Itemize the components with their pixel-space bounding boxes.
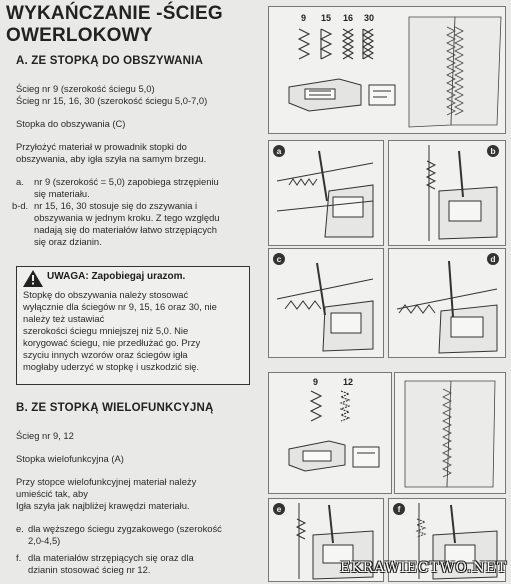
panel-d-label: d (487, 253, 499, 265)
stitch-number-9-b: 9 (313, 377, 319, 387)
item-f-text-1: dla materiałów strzępiących się oraz dla (28, 552, 194, 563)
item-f-label: f. (16, 552, 22, 563)
section-b-instruction-2: umieścić tak, aby (16, 488, 88, 499)
panel-b-label: b (487, 145, 499, 157)
warning-line-5: korygować ściegu, nie przedłużać go. Przy (23, 337, 201, 348)
title-line-1: WYKAŃCZANIE -ŚCIEG (6, 3, 223, 24)
stitch-number-9: 9 (301, 13, 307, 23)
panel-c (268, 248, 384, 358)
warning-line-2: wyłącznie dla ściegów nr 9, 15, 16 oraz 30, nie (23, 301, 217, 312)
zigzag-fabric-drawing (395, 373, 505, 493)
zigzag-fabric-illustration (394, 372, 506, 494)
section-a-title: A. ZE STOPKĄ DO OBSZYWANIA (16, 55, 204, 67)
warning-box (16, 266, 250, 385)
item-bd-text-2: obszywania w jednym kroku. Z tego względu (34, 212, 220, 223)
page-title (6, 3, 223, 47)
item-e-text-1: dla węższego ściegu zygzakowego (szerokość (28, 523, 222, 534)
overlock-stitches-and-foot-drawing (269, 7, 505, 133)
section-b-instruction-3: Igła szyła jak najbliżej krawędzi materiału. (16, 500, 190, 511)
warning-line-1: Stopkę do obszywania należy stosować (23, 289, 189, 300)
panel-b-drawing (389, 141, 505, 245)
section-b-foot: Stopka wielofunkcyjna (A) (16, 453, 124, 464)
panel-d (388, 248, 506, 358)
warning-line-7: mogłaby uderzyć w stopkę i uszkodzić się. (23, 361, 200, 372)
warning-title: UWAGA: Zapobiegaj urazom. (47, 271, 186, 282)
item-bd-label: b-d. (12, 200, 29, 211)
section-b-stitch: Ścieg nr 9, 12 (16, 430, 74, 441)
section-b-instruction-1: Przy stopce wielofunkcyjnej materiał należy (16, 476, 197, 487)
item-bd-text-1: nr 15, 16, 30 stosuje się do zszywania i (34, 200, 198, 211)
overlock-foot-illustration (268, 6, 506, 134)
panel-e-label: e (273, 503, 285, 515)
item-a-label: a. (16, 176, 24, 187)
item-bd-text-3: nadają się do materiałów łatwo strzępiących (34, 224, 217, 235)
panel-a-drawing (269, 141, 383, 245)
panel-d-drawing (389, 249, 505, 357)
section-b-title: B. ZE STOPKĄ WIELOFUNKCYJNĄ (16, 402, 214, 414)
multipurpose-foot-illustration (268, 372, 392, 494)
warning-line-6: szyciu innych wzorów oraz ściegów igła (23, 349, 188, 360)
section-a-stitch-1: Ścieg nr 9 (szerokość ściegu 5,0) (16, 83, 155, 94)
title-line-2: OWERLOKOWY (6, 25, 153, 46)
item-a-text-2: się materiału. (34, 188, 90, 199)
panel-f-label: f (393, 503, 405, 515)
section-a-foot: Stopka do obszywania (C) (16, 118, 126, 129)
panel-c-label: c (273, 253, 285, 265)
item-f-text-2: dzianin stosować ścieg nr 12. (28, 564, 151, 575)
section-a-instruction-2: obszywania, aby igła szyła na samym brzegu. (16, 153, 207, 164)
stitch-number-12: 12 (343, 377, 354, 387)
section-a-instruction-1: Przyłożyć materiał w prowadnik stopki do (16, 141, 187, 152)
panel-b (388, 140, 506, 246)
panel-a-label: a (273, 145, 285, 157)
watermark-text: EKRAWIECTWO.NET (340, 560, 508, 576)
warning-line-4: szerokości ściegu mniejszej niż 5,0. Nie (23, 325, 189, 336)
illustration-column (262, 0, 511, 584)
warning-triangle-icon (23, 270, 43, 287)
stitch-number-16: 16 (343, 13, 354, 23)
panel-a (268, 140, 384, 246)
warning-line-3: należy też ustawiać (23, 313, 105, 324)
stitch-number-30: 30 (364, 13, 375, 23)
item-a-text-1: nr 9 (szerokość = 5,0) zapobiega strzępieniu (34, 176, 219, 187)
multipurpose-stitches-and-foot-drawing (269, 373, 391, 493)
section-a-stitch-2: Ścieg nr 15, 16, 30 (szerokość ściegu 5,0-7,0) (16, 95, 208, 106)
item-e-label: e. (16, 523, 24, 534)
item-bd-text-4: się oraz dzianin. (34, 236, 102, 247)
item-e-text-2: 2,0-4,5) (28, 535, 61, 546)
stitch-number-15: 15 (321, 13, 332, 23)
panel-c-drawing (269, 249, 383, 357)
